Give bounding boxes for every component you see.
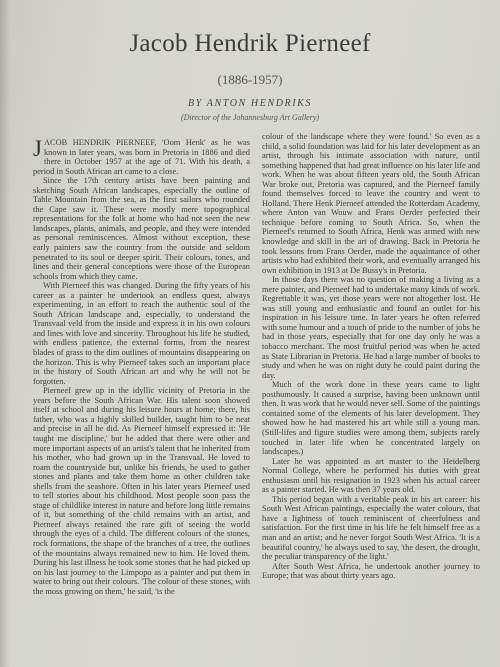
paragraph: Pierneef grew up in the idyllic vicinity of Pretoria in the years before the South African War. His talent soon showed itself at school and during his leisure hours at home; there, his father, who was a highly skilled builder, taught him to be neat and precise in all he did. As Pierneef himself expressed it: 'He taught me discipline,' but he added that there were other and more important aspects of an artist's talent that he inherited from his mother, who had grown up in the Transvaal. He loved to roam the countryside but, unlike his friends, he used to gather stones and plants and take them home as other children take shells from the seashore. Often in his later years Pierneef used to tell stories about his childhood. Most people soon pass the stage of childlike interest in nature and before long little remains of it, but something of the child remains with an artist, and Pierneef always retained the rare gift of seeing the world through the eyes of a child. The different colours of the stones, rock formations, the shape of the branches of a tree, the outlines of the mountains always remained new to him. He loved them. During his last illness he took some stones that he had picked up on his last journey to the Limpopo as a painter and put them in water to bring out their colours. 'The colour of these stones, with the moss growing on them,' he said, 'is the — [33, 386, 250, 596]
paragraph — [33, 138, 250, 176]
paragraph: In those days there was no question of making a living as a mere painter, and Pierneef had to undertake many kinds of work. Regrettable it was, yet those years were not altogether lost. He was still young and enthusiastic and found an outlet for his inspiration in his leisure time. In later years he often referred with some humour and a touch of pride to the number of jobs he had in those years, especially that for one day only he was a tobacco merchant. The most fruitful period was when he acted as State Librarian in Pretoria. He had a large number of books to study and when he was on night duty he could paint during the day. — [262, 275, 480, 380]
paragraph: With Pierneef this was changed. During the fifty years of his career as a painter he undertook an endless quest, always experimenting, in an effort to reach the authentic soul of the South African landscape and, especially, to understand the Transvaal veld from the inside and express it in his own colours and lines with love and sincerity. Throughout his life he studied, with endless patience, the external forms, from the nearest blades of grass to the dim outlines of mountains disappearing on the horizon. This is why Pierneef takes such an important place in the history of South African art and why he will not be forgotten. — [33, 281, 250, 386]
paragraph-text: ACOB HENDRIK PIERNEEF, 'Oom Henk' as he was known in later years, was born in Pretoria in 1886 and died there in October 1957 at the age of 71. With his death, a period in South African art came to a close. — [33, 138, 250, 176]
drop-cap: J — [33, 136, 42, 161]
article-title: Jacob Hendrik Pierneef — [129, 30, 371, 57]
paragraph: After South West Africa, he undertook another journey to Europe; that was about thirty years ago. — [262, 561, 480, 581]
paragraph: Later he was appointed as art master to the Heidelberg Normal College, where he performed his duties with great enthusiasm until his resignation in 1923 when his actual career as a painter started. He was then 37 years old. — [262, 456, 480, 495]
author-affiliation: (Director of the Johannesburg Art Gallery) — [180, 113, 320, 122]
article-years: (1886-1957) — [217, 72, 283, 87]
paragraph: Since the 17th century artists have been painting and sketching South African landscapes, especially the outline of Table Mountain from the sea, as the first sailors who rounded the Cape saw it. These were mostly mere topographical representations for the folk at home who had not seen the new landscapes, plants, animals, and people, and they were intended as personal reminiscences. Almost without exception, these early painters saw the country from the outside and seldom penetrated to its soul or deeper spirit. Their colours, tones, and lines and their general conceptions were those of the European schools from which they came. — [33, 176, 250, 281]
right-column — [262, 132, 480, 581]
paragraph: Much of the work done in these years came to light posthumously. It caused a surprise, having been unknown until then. It was work that he would never sell. Some of the paintings contained some of the elements of his later development. They showed how he had mastered his art while still a young man. (Still-lifes and figure studies were among them, subjects rarely touched in later life when he concentrated largely on landscapes.) — [262, 380, 480, 457]
article-byline: BY ANTON HENDRIKS — [187, 98, 313, 109]
paragraph: colour of the landscape where they were found.' So even as a child, a solid foundation was laid for his later development as an artist, through his intimate association with nature, until something happened that had great influence on his later life and work. When he was about fifteen years old, the South African War broke out, Pretoria was captured, and the Pierneef family found themselves forced to leave the country and went to Holland. There Henk Pierneef attended the Rotterdam Academy, where Anton van Wouw and Frans Oerder perfected their technique before coming to South Africa. So, when the Pierneef's returned to South Africa, Henk was armed with new knowledge and skill in the art of drawing. Back in Pretoria he took lessons from Frans Oerder, made the aquaintance of other artists who had exhibited their work, and eventually arranged his own exhibition in 1913 at De Bussy's in Pretoria. — [262, 132, 480, 275]
left-column — [33, 138, 250, 596]
paragraph: This period began with a veritable peak in his art career: his South West African paintings, especially the water colours, that have a lightness of touch reminiscent of cheerfulness and satisfaction. For the first time in his life he felt himself free as a man and an artist; and he never forgot South West Africa. 'It is a beautiful country,' he always used to say, 'the desert, the drought, the peculiar transparency of the light.' — [262, 494, 480, 562]
